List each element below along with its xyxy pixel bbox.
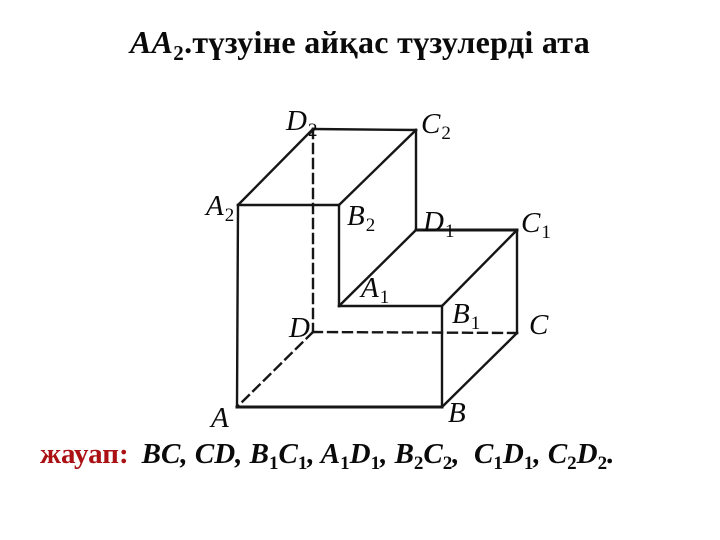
answer-item-subscript: 1 xyxy=(523,453,534,474)
answer-item-subscript: 1 xyxy=(493,453,503,474)
answer-separator: , xyxy=(235,438,250,470)
edge-D-C-hidden xyxy=(313,332,517,333)
answer-item: $B_1C_1$, xyxy=(249,438,321,474)
edge-A2-A xyxy=(237,205,238,407)
edge-C2-B2 xyxy=(339,130,416,205)
answer-separator: , xyxy=(307,438,321,470)
answer-item: $A_1D_1$, xyxy=(320,438,395,474)
answer-item: $C_2D_2$. xyxy=(547,438,615,474)
answer-line xyxy=(40,438,614,475)
vertex-label-C1: $C_1$ xyxy=(521,207,551,243)
vertex-label-B: B xyxy=(448,397,466,429)
answer-separator: , xyxy=(452,438,475,470)
vertex-label-A1: $A_1$ xyxy=(361,272,390,308)
answer-separator: , xyxy=(380,438,395,470)
title-line-name: AA xyxy=(129,24,174,60)
answer-item-subscript: 1 xyxy=(340,453,350,474)
vertex-label-A2: $A_2$ xyxy=(206,190,235,226)
answer-separator: , xyxy=(533,438,548,470)
answer-item-subscript: 2 xyxy=(597,453,608,474)
answer-separator: , xyxy=(180,438,195,470)
answer-separator: . xyxy=(607,438,615,470)
vertex-label-C: C xyxy=(529,309,549,341)
answer-item-subscript: 2 xyxy=(442,453,453,474)
answer-item-subscript: 1 xyxy=(269,453,279,474)
vertex-label-C2: $C_2$ xyxy=(421,108,451,144)
vertex-label-D1: $D_1$ xyxy=(423,206,455,242)
answer-item: $C_1D_1$, xyxy=(474,438,548,474)
vertex-label-D2: $D_2$ xyxy=(286,105,318,141)
answer-items xyxy=(141,438,615,474)
answer-item: CD, xyxy=(194,438,250,470)
edge-A2-D2 xyxy=(238,129,313,205)
title-text: .түзуіне айқас түзулерді ата xyxy=(184,24,591,60)
answer-item-subscript: 2 xyxy=(413,453,424,474)
vertex-label-B2: $B_2$ xyxy=(347,200,376,236)
vertex-label-A: A xyxy=(211,402,229,434)
answer-label: жауап: xyxy=(40,438,129,470)
edge-B-C xyxy=(442,333,517,407)
vertex-label-B1: $B_1$ xyxy=(452,298,481,334)
vertex-label-D: D xyxy=(289,312,310,344)
answer-item-subscript: 1 xyxy=(370,453,381,474)
answer-item-subscript: 2 xyxy=(567,453,577,474)
title-line-subscript: 2 xyxy=(173,41,185,65)
edge-D2-C2 xyxy=(313,129,416,130)
answer-item-subscript: 1 xyxy=(297,453,308,474)
answer-item: BC, xyxy=(141,438,195,470)
answer-item: $B_2C_2$, xyxy=(394,438,475,474)
